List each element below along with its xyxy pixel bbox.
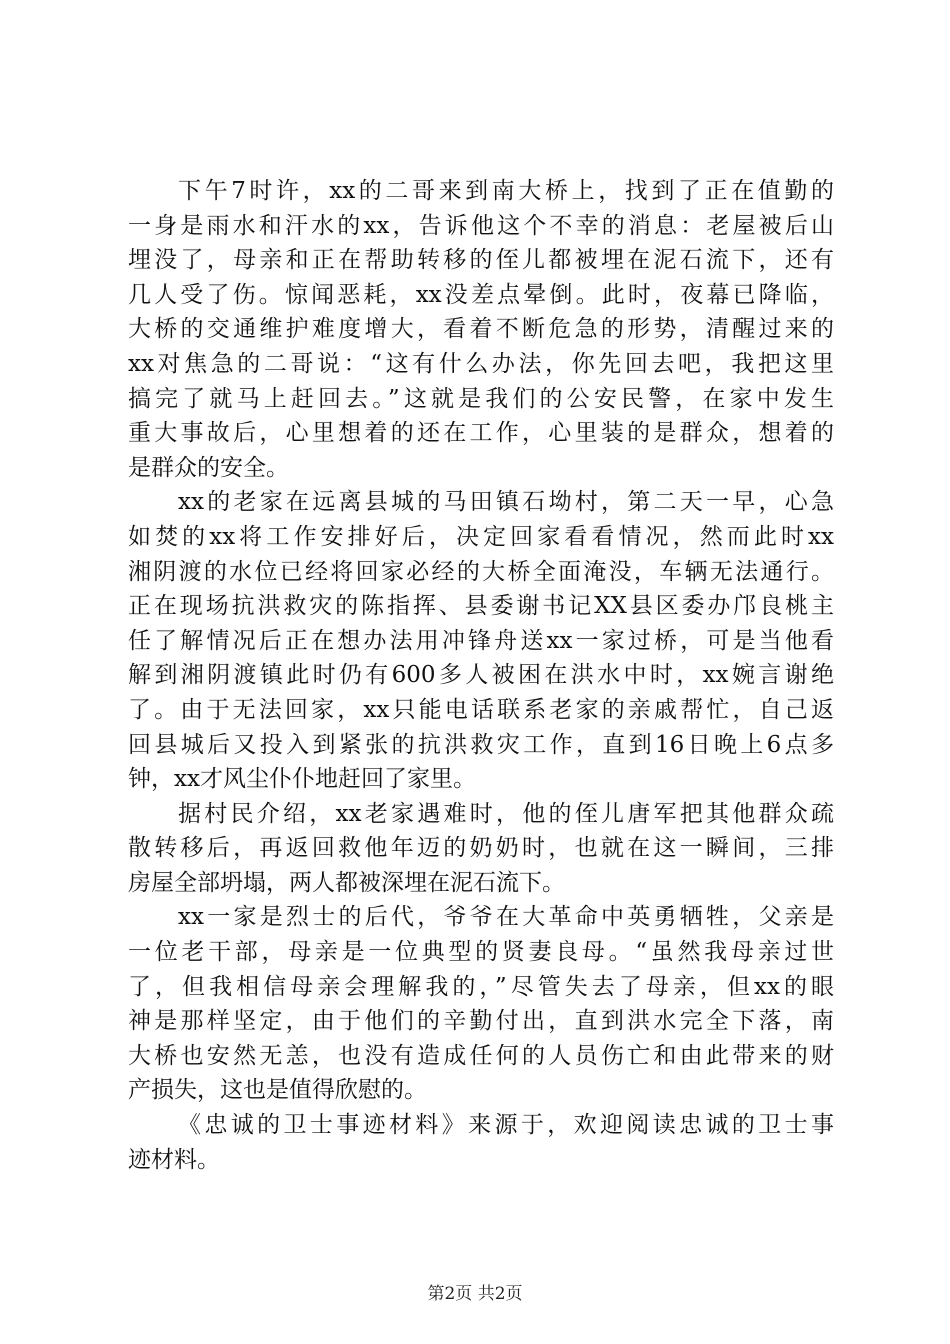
page-number-label: 第2页 共2页 [427, 1284, 523, 1304]
text-line: 大桥的交通维护难度增大，看着不断危急的形势，清醒过来的 [128, 316, 834, 343]
text-line: 一位老干部，母亲是一位典型的贤妻良母。“虽然我母亲过世 [128, 939, 834, 966]
paragraph [128, 1108, 834, 1177]
text-line: 如焚的xx将工作安排好后，决定回家看看情况，然而此时xx [128, 523, 834, 550]
text-line: 正在现场抗洪救灾的陈指挥、县委谢书记XX县区委办邝良桃主 [128, 593, 834, 620]
text-line: 是群众的安全。 [128, 454, 289, 481]
paragraph [128, 174, 834, 485]
text-line: 重大事故后，心里想着的还在工作，心里装的是群众，想着的 [128, 420, 834, 447]
text-line: 湘阴渡的水位已经将回家必经的大桥全面淹没，车辆无法通行。 [128, 558, 834, 585]
text-line: 下午7时许，xx的二哥来到南大桥上，找到了正在值勤的 [178, 178, 834, 204]
document-body [128, 174, 834, 1177]
text-line: 回县城后又投入到紧张的抗洪救灾工作，直到16日晚上6点多 [128, 731, 834, 758]
text-line: 几人受了伤。惊闻恶耗，xx没差点晕倒。此时，夜幕已降临， [128, 281, 834, 308]
text-line: 一身是雨水和汗水的xx，告诉他这个不幸的消息：老屋被后山 [128, 212, 834, 239]
text-line: xx对焦急的二哥说：“这有什么办法，你先回去吧，我把这里 [128, 350, 834, 377]
text-line: 迹材料。 [128, 1146, 220, 1173]
paragraph [128, 485, 834, 796]
text-line: xx的老家在远离县城的马田镇石坳村，第二天一早，心急 [178, 489, 834, 516]
text-line: 《忠诚的卫士事迹材料》来源于，欢迎阅读忠诚的卫士事 [178, 1112, 834, 1139]
paragraph [128, 797, 834, 901]
text-line: 埋没了，母亲和正在帮助转移的侄儿都被埋在泥石流下，还有 [128, 247, 834, 274]
text-line: 房屋全部坍塌，两人都被深埋在泥石流下。 [128, 869, 565, 896]
text-line: 任了解情况后正在想办法用冲锋舟送xx一家过桥，可是当他看 [128, 627, 834, 654]
text-line: 大桥也安然无恙，也没有造成任何的人员伤亡和由此带来的财 [128, 1042, 834, 1069]
text-line: xx一家是烈士的后代，爷爷在大革命中英勇牺牲，父亲是 [178, 904, 834, 931]
text-line: 了，但我相信母亲会理解我的，”尽管失去了母亲，但xx的眼 [128, 973, 834, 1000]
page-footer [0, 1284, 950, 1304]
text-line: 据村民介绍，xx老家遇难时，他的侄儿唐军把其他群众疏 [178, 800, 834, 827]
paragraph [128, 900, 834, 1108]
text-line: 钟，xx才风尘仆仆地赶回了家里。 [128, 766, 476, 793]
text-line: 解到湘阴渡镇此时仍有600多人被困在洪水中时，xx婉言谢绝 [128, 662, 834, 689]
text-line: 产损失，这也是值得欣慰的。 [128, 1077, 427, 1104]
text-line: 神是那样坚定，由于他们的辛勤付出，直到洪水完全下落，南 [128, 1008, 834, 1035]
text-line: 了。由于无法回家，xx只能电话联系老家的亲戚帮忙，自己返 [128, 696, 834, 723]
text-line: 搞完了就马上赶回去。”这就是我们的公安民警，在家中发生 [128, 385, 834, 412]
text-line: 散转移后，再返回救他年迈的奶奶时，也就在这一瞬间，三排 [128, 835, 834, 862]
